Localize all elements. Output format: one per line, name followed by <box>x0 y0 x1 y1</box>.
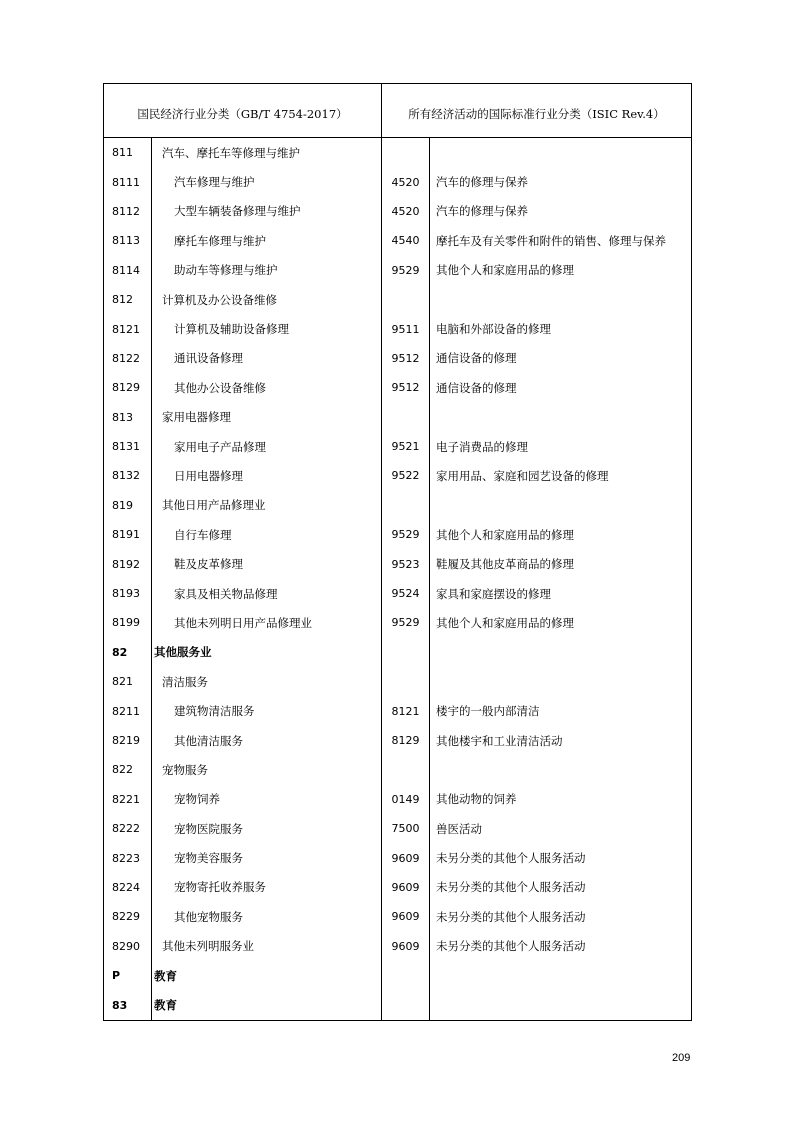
table-row <box>104 226 692 255</box>
isic-name-cell: 未另分类的其他个人服务活动 <box>430 902 692 931</box>
isic-name-cell: 汽车的修理与保养 <box>430 197 692 226</box>
isic-code-cell: 9609 <box>382 902 430 931</box>
isic-code-cell: 9609 <box>382 843 430 872</box>
isic-name-cell: 摩托车及有关零件和附件的销售、修理与保养 <box>430 226 692 255</box>
gbt-name-cell: 其他日用产品修理业 <box>152 491 382 520</box>
gbt-name-cell: 自行车修理 <box>152 520 382 549</box>
table-row <box>104 373 692 402</box>
gbt-code-cell: 8290 <box>104 932 152 961</box>
gbt-code-cell: 821 <box>104 667 152 696</box>
isic-name-cell: 其他动物的饲养 <box>430 785 692 814</box>
table-row <box>104 638 692 667</box>
isic-name-cell: 通信设备的修理 <box>430 344 692 373</box>
table-row <box>104 667 692 696</box>
isic-code-cell: 9521 <box>382 432 430 461</box>
table-row <box>104 726 692 755</box>
gbt-name-cell: 计算机及辅助设备修理 <box>152 314 382 343</box>
isic-code-cell <box>382 961 430 990</box>
gbt-code-cell: 813 <box>104 403 152 432</box>
isic-name-cell: 汽车的修理与保养 <box>430 167 692 196</box>
gbt-code-cell: 812 <box>104 285 152 314</box>
gbt-code-cell: 8121 <box>104 314 152 343</box>
isic-name-cell: 电脑和外部设备的修理 <box>430 314 692 343</box>
gbt-code-cell: 8229 <box>104 902 152 931</box>
isic-name-cell <box>430 491 692 520</box>
isic-code-cell: 7500 <box>382 814 430 843</box>
header-gbt: 国民经济行业分类（GB/T 4754-2017） <box>104 84 382 138</box>
isic-name-cell: 其他个人和家庭用品的修理 <box>430 256 692 285</box>
isic-code-cell <box>382 667 430 696</box>
table-row <box>104 285 692 314</box>
gbt-name-cell: 宠物服务 <box>152 755 382 784</box>
gbt-code-cell: 8111 <box>104 167 152 196</box>
gbt-name-cell: 其他清洁服务 <box>152 726 382 755</box>
header-isic: 所有经济活动的国际标准行业分类（ISIC Rev.4） <box>382 84 692 138</box>
gbt-name-cell: 助动车等修理与维护 <box>152 256 382 285</box>
isic-code-cell: 4540 <box>382 226 430 255</box>
table-body <box>104 138 692 1021</box>
isic-code-cell: 9522 <box>382 461 430 490</box>
isic-name-cell <box>430 403 692 432</box>
gbt-name-cell: 宠物饲养 <box>152 785 382 814</box>
gbt-code-cell: 8221 <box>104 785 152 814</box>
gbt-name-cell: 宠物美容服务 <box>152 843 382 872</box>
table-row <box>104 873 692 902</box>
gbt-code-cell: 8192 <box>104 549 152 578</box>
isic-name-cell: 家用用品、家庭和园艺设备的修理 <box>430 461 692 490</box>
isic-name-cell: 其他楼宇和工业清洁活动 <box>430 726 692 755</box>
gbt-name-cell: 通讯设备修理 <box>152 344 382 373</box>
gbt-name-cell: 汽车、摩托车等修理与维护 <box>152 138 382 168</box>
isic-name-cell <box>430 755 692 784</box>
gbt-name-cell: 家具及相关物品修理 <box>152 579 382 608</box>
gbt-code-cell: 8113 <box>104 226 152 255</box>
isic-code-cell <box>382 755 430 784</box>
isic-code-cell <box>382 285 430 314</box>
isic-name-cell: 通信设备的修理 <box>430 373 692 402</box>
isic-code-cell: 9524 <box>382 579 430 608</box>
gbt-code-cell: 8219 <box>104 726 152 755</box>
table-row <box>104 167 692 196</box>
table-row <box>104 461 692 490</box>
isic-name-cell: 楼宇的一般内部清洁 <box>430 696 692 725</box>
table-row <box>104 344 692 373</box>
gbt-name-cell: 摩托车修理与维护 <box>152 226 382 255</box>
isic-code-cell <box>382 403 430 432</box>
isic-code-cell: 0149 <box>382 785 430 814</box>
isic-code-cell: 4520 <box>382 197 430 226</box>
table-row <box>104 843 692 872</box>
isic-name-cell: 兽医活动 <box>430 814 692 843</box>
page-number: 209 <box>672 1052 691 1064</box>
table-row <box>104 256 692 285</box>
table-row <box>104 785 692 814</box>
table-row <box>104 579 692 608</box>
gbt-name-cell: 其他宠物服务 <box>152 902 382 931</box>
table-row <box>104 491 692 520</box>
gbt-name-cell: 汽车修理与维护 <box>152 167 382 196</box>
isic-code-cell: 9512 <box>382 344 430 373</box>
isic-code-cell: 9511 <box>382 314 430 343</box>
gbt-code-cell: 8122 <box>104 344 152 373</box>
gbt-code-cell: 8222 <box>104 814 152 843</box>
gbt-name-cell: 家用电器修理 <box>152 403 382 432</box>
gbt-code-cell: 83 <box>104 990 152 1020</box>
isic-name-cell <box>430 990 692 1020</box>
gbt-code-cell: 8114 <box>104 256 152 285</box>
table-row <box>104 814 692 843</box>
gbt-code-cell: 8129 <box>104 373 152 402</box>
table-row <box>104 990 692 1020</box>
isic-code-cell: 8129 <box>382 726 430 755</box>
gbt-code-cell: 8211 <box>104 696 152 725</box>
gbt-name-cell: 教育 <box>152 990 382 1020</box>
gbt-name-cell: 日用电器修理 <box>152 461 382 490</box>
table-row <box>104 520 692 549</box>
table-row <box>104 432 692 461</box>
isic-name-cell <box>430 667 692 696</box>
gbt-name-cell: 其他办公设备维修 <box>152 373 382 402</box>
isic-code-cell: 9609 <box>382 932 430 961</box>
gbt-code-cell: 8191 <box>104 520 152 549</box>
isic-code-cell: 4520 <box>382 167 430 196</box>
table-row <box>104 608 692 637</box>
gbt-name-cell: 计算机及办公设备维修 <box>152 285 382 314</box>
isic-name-cell: 其他个人和家庭用品的修理 <box>430 608 692 637</box>
gbt-name-cell: 宠物寄托收养服务 <box>152 873 382 902</box>
table-row <box>104 314 692 343</box>
isic-name-cell: 未另分类的其他个人服务活动 <box>430 932 692 961</box>
gbt-name-cell: 教育 <box>152 961 382 990</box>
gbt-code-cell: 822 <box>104 755 152 784</box>
isic-code-cell: 9523 <box>382 549 430 578</box>
gbt-code-cell: 8132 <box>104 461 152 490</box>
table-row <box>104 961 692 990</box>
table-row <box>104 403 692 432</box>
classification-table <box>103 83 692 1021</box>
gbt-code-cell: 8193 <box>104 579 152 608</box>
gbt-code-cell: 819 <box>104 491 152 520</box>
isic-code-cell <box>382 638 430 667</box>
table-row <box>104 549 692 578</box>
isic-name-cell: 家具和家庭摆设的修理 <box>430 579 692 608</box>
table-row <box>104 696 692 725</box>
table-row <box>104 138 692 168</box>
isic-code-cell <box>382 491 430 520</box>
isic-name-cell: 未另分类的其他个人服务活动 <box>430 873 692 902</box>
gbt-code-cell: 8199 <box>104 608 152 637</box>
table-row <box>104 902 692 931</box>
isic-code-cell: 8121 <box>382 696 430 725</box>
gbt-code-cell: 8112 <box>104 197 152 226</box>
isic-code-cell: 9529 <box>382 256 430 285</box>
isic-code-cell <box>382 138 430 168</box>
gbt-code-cell: 8131 <box>104 432 152 461</box>
table-row <box>104 197 692 226</box>
gbt-code-cell: 811 <box>104 138 152 168</box>
isic-name-cell <box>430 961 692 990</box>
gbt-code-cell: 8224 <box>104 873 152 902</box>
isic-name-cell <box>430 638 692 667</box>
isic-code-cell: 9609 <box>382 873 430 902</box>
table-header-row <box>104 84 692 138</box>
isic-name-cell: 鞋履及其他皮革商品的修理 <box>430 549 692 578</box>
gbt-name-cell: 其他未列明日用产品修理业 <box>152 608 382 637</box>
table-row <box>104 755 692 784</box>
gbt-name-cell: 建筑物清洁服务 <box>152 696 382 725</box>
table-row <box>104 932 692 961</box>
gbt-name-cell: 家用电子产品修理 <box>152 432 382 461</box>
isic-name-cell <box>430 285 692 314</box>
isic-name-cell: 其他个人和家庭用品的修理 <box>430 520 692 549</box>
gbt-name-cell: 其他未列明服务业 <box>152 932 382 961</box>
isic-name-cell: 电子消费品的修理 <box>430 432 692 461</box>
gbt-code-cell: 8223 <box>104 843 152 872</box>
gbt-name-cell: 大型车辆装备修理与维护 <box>152 197 382 226</box>
isic-code-cell: 9529 <box>382 520 430 549</box>
isic-code-cell: 9529 <box>382 608 430 637</box>
gbt-name-cell: 宠物医院服务 <box>152 814 382 843</box>
gbt-code-cell: 82 <box>104 638 152 667</box>
isic-code-cell <box>382 990 430 1020</box>
gbt-name-cell: 鞋及皮革修理 <box>152 549 382 578</box>
isic-code-cell: 9512 <box>382 373 430 402</box>
gbt-name-cell: 清洁服务 <box>152 667 382 696</box>
gbt-code-cell: P <box>104 961 152 990</box>
gbt-name-cell: 其他服务业 <box>152 638 382 667</box>
isic-name-cell <box>430 138 692 168</box>
isic-name-cell: 未另分类的其他个人服务活动 <box>430 843 692 872</box>
